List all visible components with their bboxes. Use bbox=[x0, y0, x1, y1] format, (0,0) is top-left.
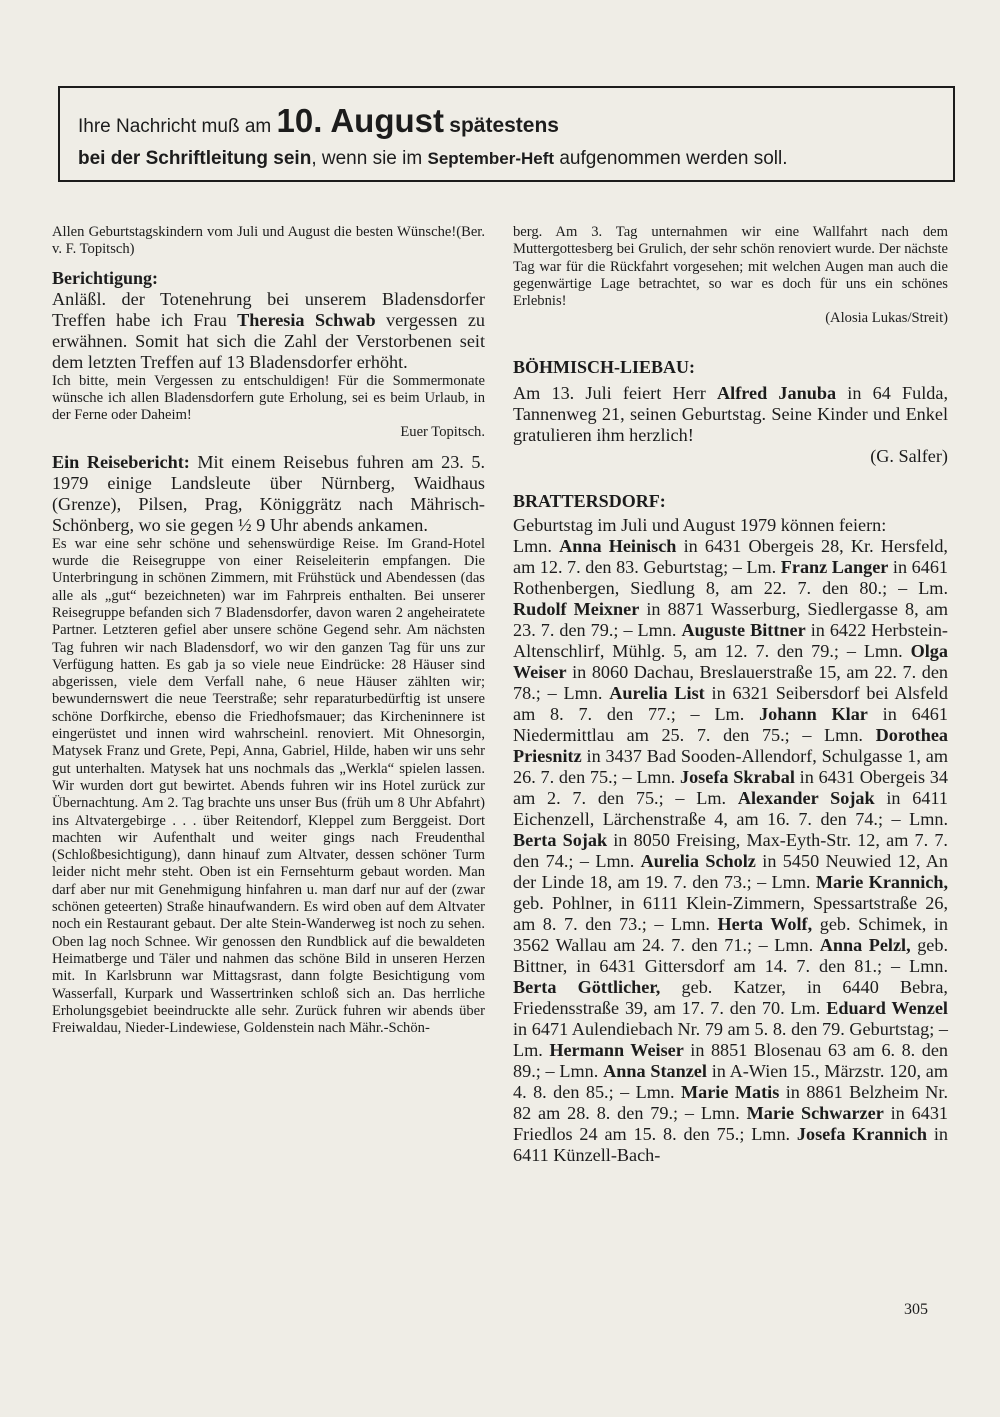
boehmisch-signature: (G. Salfer) bbox=[870, 445, 948, 466]
entry-text: in 6411 Eichenzell, Lärchenstraße 4, am 16. 7. den 74.; – Lmn. bbox=[513, 787, 948, 829]
left-column bbox=[52, 224, 485, 1037]
entry-text: in 3437 Bad Sooden-Allendorf, Schulgasse 1, am 26. 7. den 75.; – Lmn. bbox=[513, 745, 948, 787]
notice-suffix: spätestens bbox=[449, 114, 559, 137]
entry-text: in 5450 Neuwied 12, An der Linde 18, am 19. 7. den 73.; – Lmn. bbox=[513, 850, 949, 892]
reisebericht-lead bbox=[52, 452, 485, 536]
notice-text-b: aufgenommen werden soll. bbox=[559, 148, 788, 169]
bratt-intro: Geburtstag im Juli und August 1979 können feiern: bbox=[513, 514, 887, 535]
intro-greeting: Allen Geburtstagskindern vom Juli und August die besten Wünsche!(Ber. v. F. Topitsch) bbox=[52, 224, 485, 258]
entry-name: Marie Krannich, bbox=[815, 871, 948, 892]
continuation-signature: (Alosia Lukas/Streit) bbox=[825, 310, 948, 327]
entry-name: Rudolf Meixner bbox=[513, 598, 640, 619]
reisebericht-body: Es war eine sehr schöne und sehenswürdige Reise. Im Grand-Hotel wurde die Reisegruppe von einer Reiseleiterin empfangen. Die Unterbringung in schönen Zimmern, mit Frühstück und Abendessen (das alle als „gut“ bezeichneten) war im Fahrpreis enthalten. Bei unserer Reisegruppe befanden sich 7 Bladensdorfer, davon waren 2 angeheiratete Partner. Letzteren gefiel aber unsere schöne Gegend sehr. Am nächsten Tag fuhren wir nach Bladensdorf, wo wir den ganzen Tag für uns zur Verfügung hatten. Es gab ja so viele neue Eindrücke: 28 Häuser sind abgerissen, viele dem Verfall nahe, 6 neue Häuser zählten wir; bewundernswert die neue Teerstraße; sehr reparaturbedürftig ist unsere schöne Dorfkirche, ebenso die Friedhofsmauer; das Kircheninnere ist eingerüstet und innen wird wahrscheinl. renoviert. Mit Ohnesorgin, Matysek Franz und Grete, Pepi, Anna, Gabriel, Hilde, haben wir uns sehr gut unterhalten. Matysek hat uns nochmals das „Werkla“ spielen lassen. Wir wurden dort gut bewirtet. Abends fuhren wir ins Hotel zurück zur Übernachtung. Am 2. Tag brachte uns unser Bus (früh um 8 Uhr Abfahrt) ins Altvatergebirge . . . über Reitendorf, Kleppel zum Berggeist. Dort machten wir Aufenthalt und weiter gings nach Freudenthal (Schloßbesichtigung), dann hinauf zum Altvater, dessen schöner Turm leider nicht mehr steht. Oben ist ein Fernsehturm gebaut worden. Man darf aber nur mit Genehmigung hinfahren u. man darf nur auf der (zwar schönen geteerten) Straße hinaufwandern. Es wird oben auf dem Altvater noch ein Restaurant gebaut. Der alte Stein-Wanderweg ist noch zu sehen. Oben lag noch Schnee. Wir genossen den Rundblick auf die bewaldeten Heimatberge und Täler und nahmen das schöne Bild in unseren Herzen mit. In Karlsbrunn war Mittagsrast, dann folgte Besichtigung vom Wasserfall, Kurpark und Wassertrinken schloß sich an. Das herrliche Erholungsgebiet beeindruckte alle sehr. Zurück fuhren wir abends über Freiwaldau, Nieder-Lindewiese, Goldenstein nach Mähr.-Schön- bbox=[52, 535, 485, 1037]
entry-name: Dorothea Priesnitz bbox=[513, 724, 948, 766]
entry-prefix: Lmn. bbox=[513, 535, 560, 556]
entry-text: in 6431 Obergeis 34 am 2. 7. den 75.; – Lm. bbox=[513, 766, 948, 808]
entry-name: Marie Schwarzer bbox=[746, 1102, 884, 1123]
entry-name: Josefa Krannich bbox=[796, 1123, 928, 1144]
entry-text: in 8871 Wasserburg, Siedlergasse 8, am 23. 7. den 79.; – Lmn. bbox=[513, 598, 948, 640]
bratt-list bbox=[513, 536, 948, 1166]
berichtigung-pre: Anläßl. der Totenehrung bei unserem Bladensdorfer Treffen habe ich Frau bbox=[52, 288, 485, 330]
apology-signature: Euer Topitsch. bbox=[400, 424, 485, 441]
entry-name: Anna Heinisch bbox=[559, 535, 677, 556]
berichtigung-text bbox=[52, 289, 485, 373]
apology-text: Ich bitte, mein Vergessen zu entschuldigen! Für die Sommermonate wünsche ich allen Bladensdorfern gute Erholung, sei es beim Urlaub, in der Ferne oder Daheim! bbox=[52, 372, 485, 424]
bratt-heading: BRATTERSDORF: bbox=[513, 490, 666, 511]
berichtigung-name: Theresia Schwab bbox=[237, 309, 376, 330]
entry-text: in 8861 Belzheim Nr. 82 am 28. 8. den 79.; – Lmn. bbox=[513, 1081, 948, 1123]
notice-line-1 bbox=[78, 102, 559, 140]
reisebericht-heading: Ein Reisebericht: bbox=[52, 451, 190, 472]
entry-text: geb. Schimek, in 3562 Wallau am 24. 7. den 71.; – Lmn. bbox=[513, 913, 949, 955]
entry-name: Berta Göttlicher, bbox=[513, 976, 661, 997]
notice-line-2 bbox=[78, 148, 788, 170]
entry-name: Anna Pelzl, bbox=[819, 934, 911, 955]
entry-text: in 6422 Herbstein-Altenschlirf, Mühlg. 5, am 12. 7. den 79.; – Lmn. bbox=[513, 619, 948, 661]
entry-text: in 6411 Künzell-Bach- bbox=[513, 1123, 948, 1165]
entry-text: in 6461 Niedermittlau am 25. 7. den 75.; – Lmn. bbox=[513, 703, 948, 745]
entry-text: geb. Katzer, in 6440 Bebra, Friedensstraße 39, am 17. 7. den 70. Lm. bbox=[513, 976, 948, 1018]
boehmisch-heading: BÖHMISCH-LIEBAU: bbox=[513, 356, 696, 377]
entry-name: Herta Wolf, bbox=[717, 913, 813, 934]
page-number: 305 bbox=[904, 1301, 928, 1318]
entry-name: Aurelia Scholz bbox=[640, 850, 756, 871]
boehmisch-pre: Am 13. Juli feiert Herr bbox=[513, 382, 706, 403]
entry-name: Josefa Skrabal bbox=[679, 766, 795, 787]
entry-text: geb. Pohlner, in 6111 Klein-Zimmern, Spessartstraße 26, am 8. 7. den 73.; – Lmn. bbox=[513, 892, 948, 934]
continuation-text bbox=[513, 224, 948, 328]
boehmisch-post: in 64 Fulda, Tannenweg 21, seinen Geburtstag. Seine Kinder und Enkel gratulieren ihm herzlich! bbox=[513, 382, 949, 445]
entry-name: Aurelia List bbox=[609, 682, 705, 703]
entry-name: Alexander Sojak bbox=[737, 787, 875, 808]
entry-name: Olga Weiser bbox=[513, 640, 948, 682]
entry-text: in 6461 Rothenbergen, Siedlung 8, am 22. 7. den 80.; – Lm. bbox=[513, 556, 949, 598]
entry-name: Marie Matis bbox=[680, 1081, 780, 1102]
berichtigung-apology bbox=[52, 373, 485, 442]
notice-text-a: , wenn sie im bbox=[311, 148, 423, 169]
entry-text: in 8050 Freising, Max-Eyth-Str. 12, am 7. 7. den 74.; – Lmn. bbox=[513, 829, 948, 871]
boehmisch-name: Alfred Januba bbox=[717, 382, 837, 403]
entry-text: in 6321 Seibersdorf bei Alsfeld am 8. 7. den 77.; – Lm. bbox=[513, 682, 948, 724]
notice-editorial: bei der Schriftleitung sein bbox=[78, 148, 312, 169]
entry-text: geb. Bittner, in 6431 Gittersdorf am 14. 7. den 81.; – Lmn. bbox=[513, 934, 949, 976]
entry-text: in A-Wien 15., Märzstr. 120, am 4. 8. den 85.; – Lmn. bbox=[513, 1060, 948, 1102]
right-column bbox=[513, 224, 948, 1166]
notice-date: 10. August bbox=[276, 102, 444, 139]
continuation-body: berg. Am 3. Tag unternahmen wir eine Wallfahrt nach dem Muttergottesberg bei Grulich, der sehr schön renoviert wurde. Der nächste Tag war für die Rückfahrt vorgesehen; mit welchen Augen man auch die gegenwärtige Lage betrachtet, so war es doch für uns ein schönes Erlebnis! bbox=[513, 224, 948, 310]
entry-text: in 6471 Aulendiebach Nr. 79 am 5. 8. den 79. Geburtstag; – Lm. bbox=[513, 1018, 948, 1060]
entry-text: in 8060 Dachau, Breslauerstraße 15, am 22. 7. den 78.; – Lmn. bbox=[513, 661, 948, 703]
entry-name: Franz Langer bbox=[780, 556, 889, 577]
entry-name: Hermann Weiser bbox=[549, 1039, 684, 1060]
deadline-notice bbox=[58, 86, 955, 182]
notice-prefix: Ihre Nachricht muß am bbox=[78, 116, 272, 137]
entry-name: Auguste Bittner bbox=[681, 619, 806, 640]
entry-text: in 6431 Friedlos 24 am 15. 8. den 75.; Lmn. bbox=[513, 1102, 949, 1144]
entry-name: Anna Stanzel bbox=[603, 1060, 707, 1081]
entry-text: in 6431 Obergeis 28, Kr. Hersfeld, am 12. 7. den 83. Geburtstag; – Lm. bbox=[513, 535, 948, 577]
entry-name: Eduard Wenzel bbox=[826, 997, 948, 1018]
entry-text: in 8851 Blosenau 63 am 6. 8. den 89.; – Lmn. bbox=[513, 1039, 948, 1081]
reisebericht-lead-text: Mit einem Reisebus fuhren am 23. 5. 1979 einige Landsleute über Nürnberg, Waidhaus (Grenze), Pilsen, Prag, Königgrätz nach Mährisch-Schönberg, wo sie gegen ½ 9 Uhr abends ankamen. bbox=[52, 451, 486, 535]
berichtigung-post: vergessen zu erwähnen. Somit hat sich die Zahl der Verstorbenen seit dem letzten Treffen auf 13 Bladensdorfer erhöht. bbox=[52, 309, 486, 372]
entry-name: Berta Sojak bbox=[513, 829, 608, 850]
berichtigung-heading: Berichtigung: bbox=[52, 267, 158, 288]
entry-name: Johann Klar bbox=[759, 703, 868, 724]
notice-issue: September-Heft bbox=[427, 149, 555, 168]
boehmisch-text bbox=[513, 383, 948, 467]
